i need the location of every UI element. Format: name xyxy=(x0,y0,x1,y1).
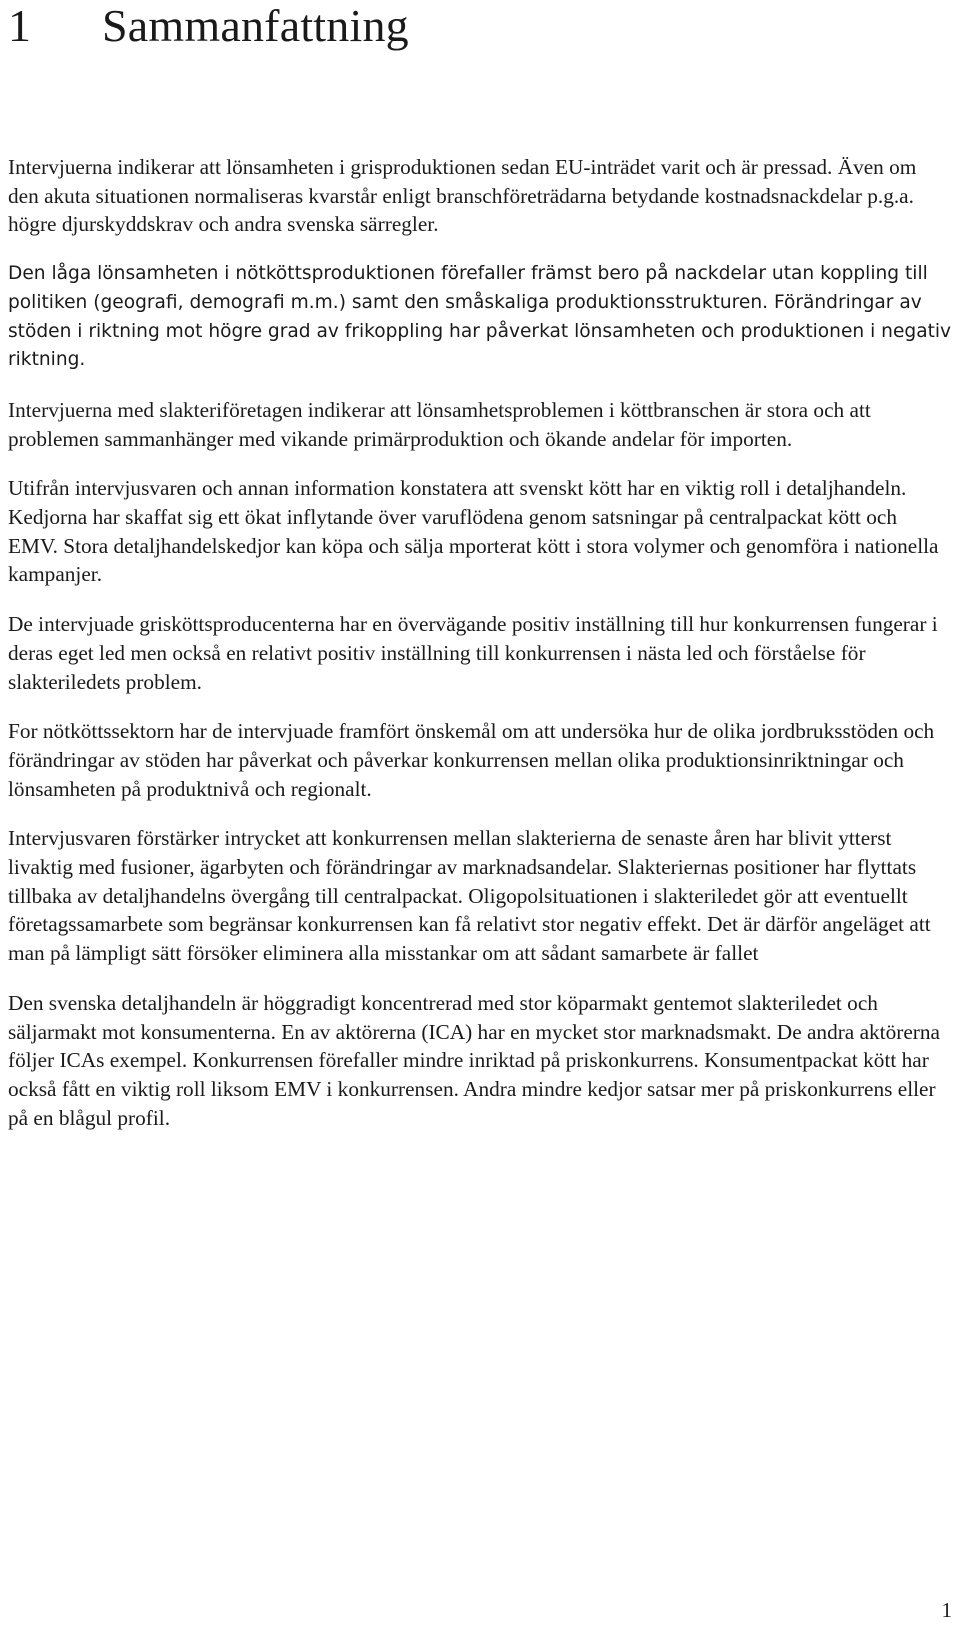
document-body xyxy=(8,153,952,1153)
paragraph-6: For nötköttssektorn har de intervjuade framfört önskemål om att undersöka hur de olika jordbruksstöden och förändringar av stöden har påverkat och påverkar konkurrensen mellan olika produktionsinriktningar och lönsamheten på produktnivå och regionalt. xyxy=(8,719,935,801)
document-page xyxy=(8,0,952,50)
section-title: Sammanfattning xyxy=(102,0,409,51)
paragraph-7: Intervjusvaren förstärker intrycket att konkurrensen mellan slakterierna de senaste åren har blivit ytterst livaktig med fusioner, ägarbyten och förändringar av marknadsandelar. Slakteriernas positioner har flyttats tillbaka av detaljhandelns övergång till centralpackat. Oligopolsituationen i slakteriledet gör att eventuellt företagssamarbete som begränsar konkurrensen kan få relativt stor negativ effekt. Det är därför angeläget att man på lämpligt sätt försöker eliminera alla misstankar om att sådant samarbete är fallet xyxy=(8,826,931,966)
page-number: 1 xyxy=(941,1598,952,1622)
paragraph-5: De intervjuade grisköttsproducenterna har en övervägande positiv inställning till hur konkurrensen fungerar i deras eget led men också en relativt positiv inställning till konkurrensen i nästa led och förståelse för slakteriledets problem. xyxy=(8,612,938,694)
paragraph-3: Intervjuerna med slakteriföretagen indikerar att lönsamhetsproblemen i köttbranschen är stora och att problemen sammanhänger med vikande primärproduktion och ökande andelar för importen. xyxy=(8,397,871,451)
paragraph-2: Den låga lönsamheten i nötköttsproduktionen förefaller främst bero på nackdelar utan koppling till politiken (geografi, demografi m.m.) samt den småskaliga produktionsstrukturen. Förändringar av stöden i riktning mot högre grad av frikoppling har påverkat lönsamheten och produktionen i negativ riktning. xyxy=(8,263,952,371)
paragraph-4: Utifrån intervjusvaren och annan information konstatera att svenskt kött har en viktig roll i detaljhandeln. Kedjorna har skaffat sig ett ökat inflytande över varuflödena genom satsningar på centralpackat kött och EMV. Stora detaljhandelskedjor kan köpa och sälja mporterat kött i stora volymer och genomföra i nationella kampanjer. xyxy=(8,476,939,587)
paragraph-8: Den svenska detaljhandeln är höggradigt koncentrerad med stor köparmakt gentemot slakteriledet och säljarmakt mot konsumenterna. En av aktörerna (ICA) har en mycket stor marknadsmakt. De andra aktörerna följer ICAs exempel. Konkurrensen förefaller mindre inriktad på priskonkurrens. Konsumentpackat kött har också fått en viktig roll liksom EMV i konkurrensen. Andra mindre kedjor satsar mer på priskonkurrens eller på en blågul profil. xyxy=(8,990,940,1130)
section-heading xyxy=(8,0,952,50)
section-number: 1 xyxy=(8,0,32,51)
paragraph-1: Intervjuerna indikerar att lönsamheten i grisproduktionen sedan EU-inträdet varit och är pressad. Även om den akuta situationen normaliseras kvarstår enligt branschföreträdarna betydande kostnadsnackdelar p.g.a. högre djurskyddskrav och andra svenska särregler. xyxy=(8,155,917,237)
